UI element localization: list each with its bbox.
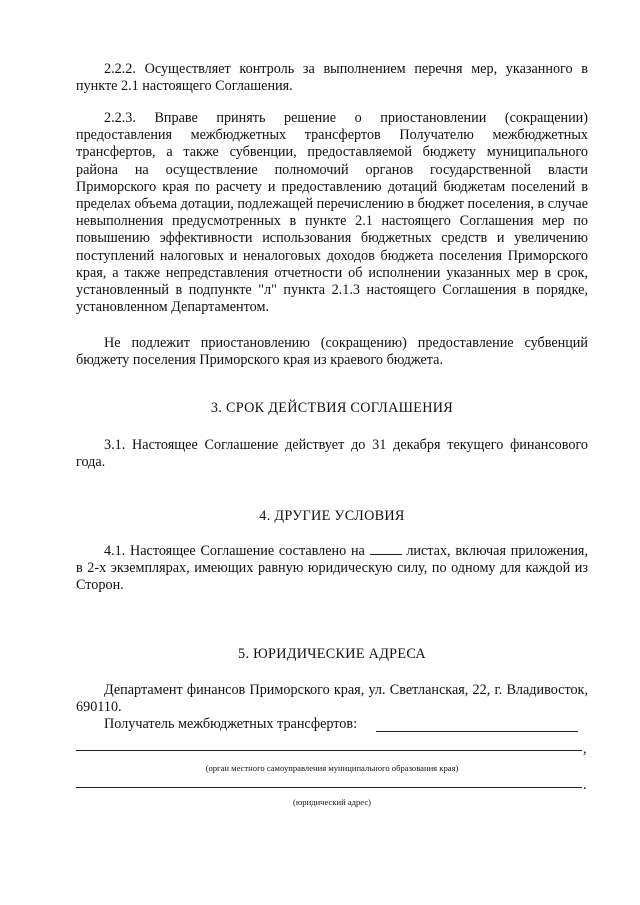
section-4-heading: 4. ДРУГИЕ УСЛОВИЯ xyxy=(259,508,405,524)
caption-legal-address: (юридический адрес) xyxy=(292,797,372,807)
recipient-label: Получатель межбюджетных трансфертов: xyxy=(104,716,358,732)
paragraph-4-1 xyxy=(76,543,588,595)
organ-line-comma: , xyxy=(583,741,587,757)
paragraph-no-suspension-text: Не подлежит приостановлению (сокращению) предоставление субвенций бюджету поселения Приморского края из краевого бюджета. xyxy=(76,335,588,369)
paragraph-2-2-2 xyxy=(76,61,588,95)
recipient-signature-line xyxy=(376,731,578,732)
section-5-heading: 5. ЮРИДИЧЕСКИЕ АДРЕСА xyxy=(238,646,426,662)
paragraph-4-1-start: 4.1. Настоящее Соглашение составлено на xyxy=(104,543,365,559)
address-line-period: . xyxy=(583,777,587,793)
legal-address-line xyxy=(76,787,582,788)
paragraph-2-2-3-text: 2.2.3. Вправе принять решение о приостановлении (сокращении) предоставления межбюджетных трансфертов Получателю межбюджетных трансфертов, а также субвенции, предоставляемой бюджету муниципального района на осуществление полномочий органов государственной власти Приморского края по расчету и предоставлению дотаций бюджетам поселений в пределах объема дотации, подлежащей перечислению в бюджет поселения, в случае невыполнения предусмотренных в пункте 2.1 настоящего Соглашения мер по повышению эффективности использования бюджетных средств и увеличению поступлений налоговых и неналоговых доходов бюджета поселения Приморского края, а также непредставления отчетности об исполнении указанных мер в срок, установленный в подпункте "л" пункта 2.1.3 настоящего Соглашения в порядке, установленном Департаментом. xyxy=(76,110,588,316)
section-3-heading: 3. СРОК ДЕЙСТВИЯ СОГЛАШЕНИЯ xyxy=(210,400,454,416)
department-address-text: Департамент финансов Приморского края, ул. Светланская, 22, г. Владивосток, 690110. xyxy=(76,682,588,716)
paragraph-4-1-text xyxy=(76,543,588,595)
paragraph-4-1-end: листах, включая приложения, в 2-х экземплярах, имеющих равную юридическую силу, по одному для каждой из Сторон. xyxy=(76,543,589,594)
paragraph-2-2-3 xyxy=(76,110,588,316)
organ-name-line xyxy=(76,750,582,751)
paragraph-3-1 xyxy=(76,437,588,471)
paragraph-department-address xyxy=(76,682,588,716)
sheet-count-blank xyxy=(370,543,402,555)
caption-organ: (орган местного самоуправления муниципального образования края) xyxy=(205,763,459,773)
paragraph-2-2-2-text: 2.2.2. Осуществляет контроль за выполнением перечня мер, указанного в пункте 2.1 настоящего Соглашения. xyxy=(76,61,588,95)
paragraph-3-1-text: 3.1. Настоящее Соглашение действует до 31 декабря текущего финансового года. xyxy=(76,437,588,471)
paragraph-no-suspension xyxy=(76,335,588,369)
